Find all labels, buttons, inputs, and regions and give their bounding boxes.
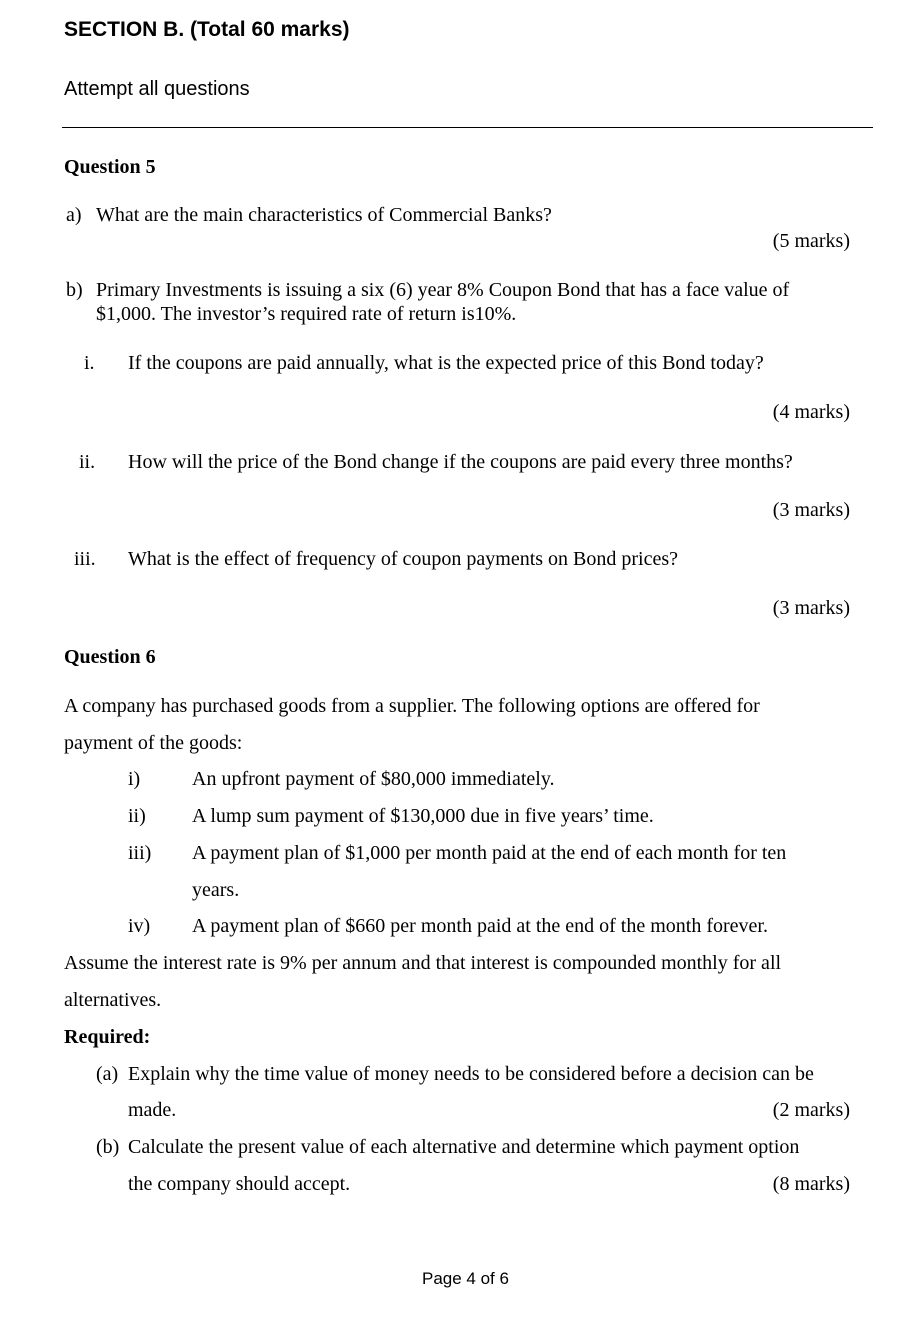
page-number: Page 4 of 6: [422, 1269, 509, 1288]
q6-option-text: A payment plan of $1,000 per month paid at the end of each month for ten: [192, 842, 787, 864]
divider: [62, 127, 873, 128]
q6-option-continuation: years.: [192, 879, 240, 901]
required-label: Required:: [64, 1026, 151, 1048]
req-b-marks: (8 marks): [772, 1173, 850, 1195]
q5-b-part-marks: (3 marks): [772, 597, 850, 619]
req-a-line1: Explain why the time value of money needs to be considered before a decision can be: [128, 1063, 814, 1085]
q6-option-text: A payment plan of $660 per month paid at the end of the month forever.: [192, 915, 768, 937]
q6-intro-line1: A company has purchased goods from a supplier. The following options are offered for: [64, 695, 760, 717]
q5-b-label: b): [66, 279, 83, 301]
q5-b-part-text: If the coupons are paid annually, what is the expected price of this Bond today?: [128, 352, 764, 374]
q6-option-num: i): [128, 768, 141, 790]
req-a-label: (a): [96, 1063, 119, 1085]
q6-intro-line2: payment of the goods:: [64, 732, 243, 754]
question-6-heading: Question 6: [64, 646, 156, 668]
q6-assumption-line1: Assume the interest rate is 9% per annum and that interest is compounded monthly for all: [64, 952, 782, 974]
q5-b-part-num: i.: [84, 352, 95, 374]
q6-option-num: ii): [128, 805, 146, 827]
q5-b-part-marks: (4 marks): [772, 401, 850, 423]
section-title: SECTION B. (Total 60 marks): [64, 18, 350, 41]
q6-option-text: An upfront payment of $80,000 immediately.: [192, 768, 555, 790]
question-5-heading: Question 5: [64, 156, 156, 178]
section-instruction: Attempt all questions: [64, 78, 250, 100]
q5-b-part-num: iii.: [74, 548, 96, 570]
q5-a-label: a): [66, 204, 82, 226]
q5-b-line2: $1,000. The investor’s required rate of return is10%.: [96, 303, 517, 325]
q6-option-num: iv): [128, 915, 151, 937]
q5-a-text: What are the main characteristics of Commercial Banks?: [96, 204, 552, 226]
req-a-marks: (2 marks): [772, 1099, 850, 1121]
q6-assumption-line2: alternatives.: [64, 989, 162, 1011]
q6-option-text: A lump sum payment of $130,000 due in five years’ time.: [192, 805, 654, 827]
req-b-label: (b): [96, 1136, 120, 1158]
q5-b-part-text: What is the effect of frequency of coupon payments on Bond prices?: [128, 548, 678, 570]
req-a-line2: made.: [128, 1099, 177, 1121]
req-b-line1: Calculate the present value of each alternative and determine which payment option: [128, 1136, 800, 1158]
req-b-line2: the company should accept.: [128, 1173, 351, 1195]
q5-b-part-text: How will the price of the Bond change if the coupons are paid every three months?: [128, 451, 793, 473]
q5-b-part-num: ii.: [79, 451, 96, 473]
q5-a-marks: (5 marks): [772, 230, 850, 252]
q6-option-num: iii): [128, 842, 152, 864]
q5-b-part-marks: (3 marks): [772, 499, 850, 521]
q5-b-line1: Primary Investments is issuing a six (6) year 8% Coupon Bond that has a face value of: [96, 279, 790, 301]
